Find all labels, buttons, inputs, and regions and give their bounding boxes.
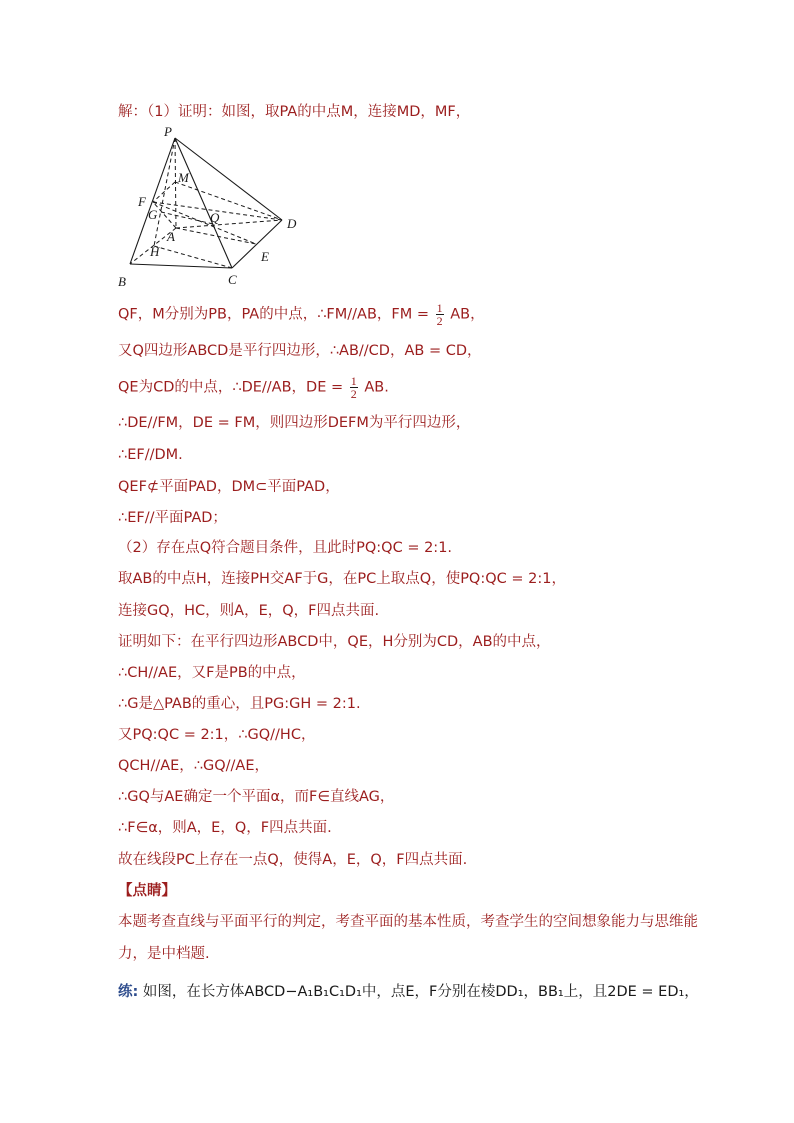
pyramid-figure xyxy=(110,122,310,292)
solution-line-6: ∴EF//DM. xyxy=(118,447,183,463)
label-M: M xyxy=(178,170,189,185)
label-G: G xyxy=(148,207,158,222)
edge-AD xyxy=(176,220,282,228)
label-H: H xyxy=(150,244,160,259)
solution-line-11: 连接GQ，HC，则A，E，Q，F四点共面. xyxy=(118,603,380,619)
label-F: F xyxy=(138,194,146,209)
label-B: B xyxy=(118,274,126,289)
solution-line-1: 解：（1）证明：如图，取PA的中点M，连接MD，MF， xyxy=(118,104,471,120)
solution-line-9: （2）存在点Q符合题目条件，且此时PQ:QC = 2:1. xyxy=(118,540,453,556)
edge-BC xyxy=(130,264,232,268)
label-E: E xyxy=(261,249,269,264)
seg-HC xyxy=(154,246,232,268)
label-P: P xyxy=(164,124,172,139)
solution-line-8: ∴EF//平面PAD； xyxy=(118,510,227,526)
solution-line-14: ∴G是△PAB的重心，且PG:GH = 2:1. xyxy=(118,696,361,712)
edge-PC xyxy=(175,138,232,268)
solution-line-15: 又PQ:QC = 2:1，∴GQ//HC， xyxy=(118,727,316,743)
solution-line-18: ∴F∈α，则A，E，Q，F四点共面. xyxy=(118,820,332,836)
note-text-1: 本题考查直线与平面平行的判定，考查平面的基本性质，考查学生的空间想象能力与思维能 xyxy=(118,914,698,930)
exercise-label: 练: xyxy=(118,984,139,1000)
solution-line-16: QCH//AE，∴GQ//AE， xyxy=(118,758,270,774)
label-D: D xyxy=(287,216,297,231)
solution-line-17: ∴GQ与AE确定一个平面α，而F∈直线AG， xyxy=(118,789,395,805)
edge-CD xyxy=(232,220,282,268)
seg-MD xyxy=(175,182,282,220)
exercise-text: 如图，在长方体ABCD−A₁B₁C₁D₁中，点E，F分别在棱DD₁，BB₁上，且2DE = ED₁， xyxy=(142,984,699,1000)
solution-line-13: ∴CH//AE，又F是PB的中点， xyxy=(118,665,306,681)
solution-line-12: 证明如下：在平行四边形ABCD中，QE，H分别为CD，AB的中点， xyxy=(118,634,551,650)
fraction-half: $\frac{1}{2}$ xyxy=(350,374,357,401)
solution-line-3: 又Q四边形ABCD是平行四边形，∴AB//CD，AB = CD， xyxy=(118,343,482,359)
seg-MF xyxy=(153,182,175,202)
note-heading: 【点睛】 xyxy=(118,883,176,899)
label-A: A xyxy=(167,229,175,244)
label-Q: Q xyxy=(210,210,220,225)
note-text-2: 力，是中档题. xyxy=(118,946,210,962)
exercise-line xyxy=(118,982,699,1002)
edge-PA xyxy=(175,138,176,228)
fraction-half: $\frac{1}{2}$ xyxy=(436,301,443,328)
solution-line-19: 故在线段PC上存在一点Q，使得A，E，Q，F四点共面. xyxy=(118,852,468,868)
solution-line-7: QEF⊄平面PAD，DM⊂平面PAD， xyxy=(118,479,340,495)
seg-GQ xyxy=(161,212,213,224)
solution-line-2: QF，M分别为PB，PA的中点，∴FM//AB，FM = $\frac{1}{2}$ AB， xyxy=(118,301,485,328)
solution-line-10: 取AB的中点H，连接PH交AF于G，在PC上取点Q，使PQ:QC = 2:1， xyxy=(118,571,566,587)
label-C: C xyxy=(228,272,237,287)
solution-line-4: QE为CD的中点，∴DE//AB，DE = $\frac{1}{2}$ AB. xyxy=(118,374,389,401)
solution-line-5: ∴DE//FM，DE = FM，则四边形DEFM为平行四边形， xyxy=(118,415,471,431)
